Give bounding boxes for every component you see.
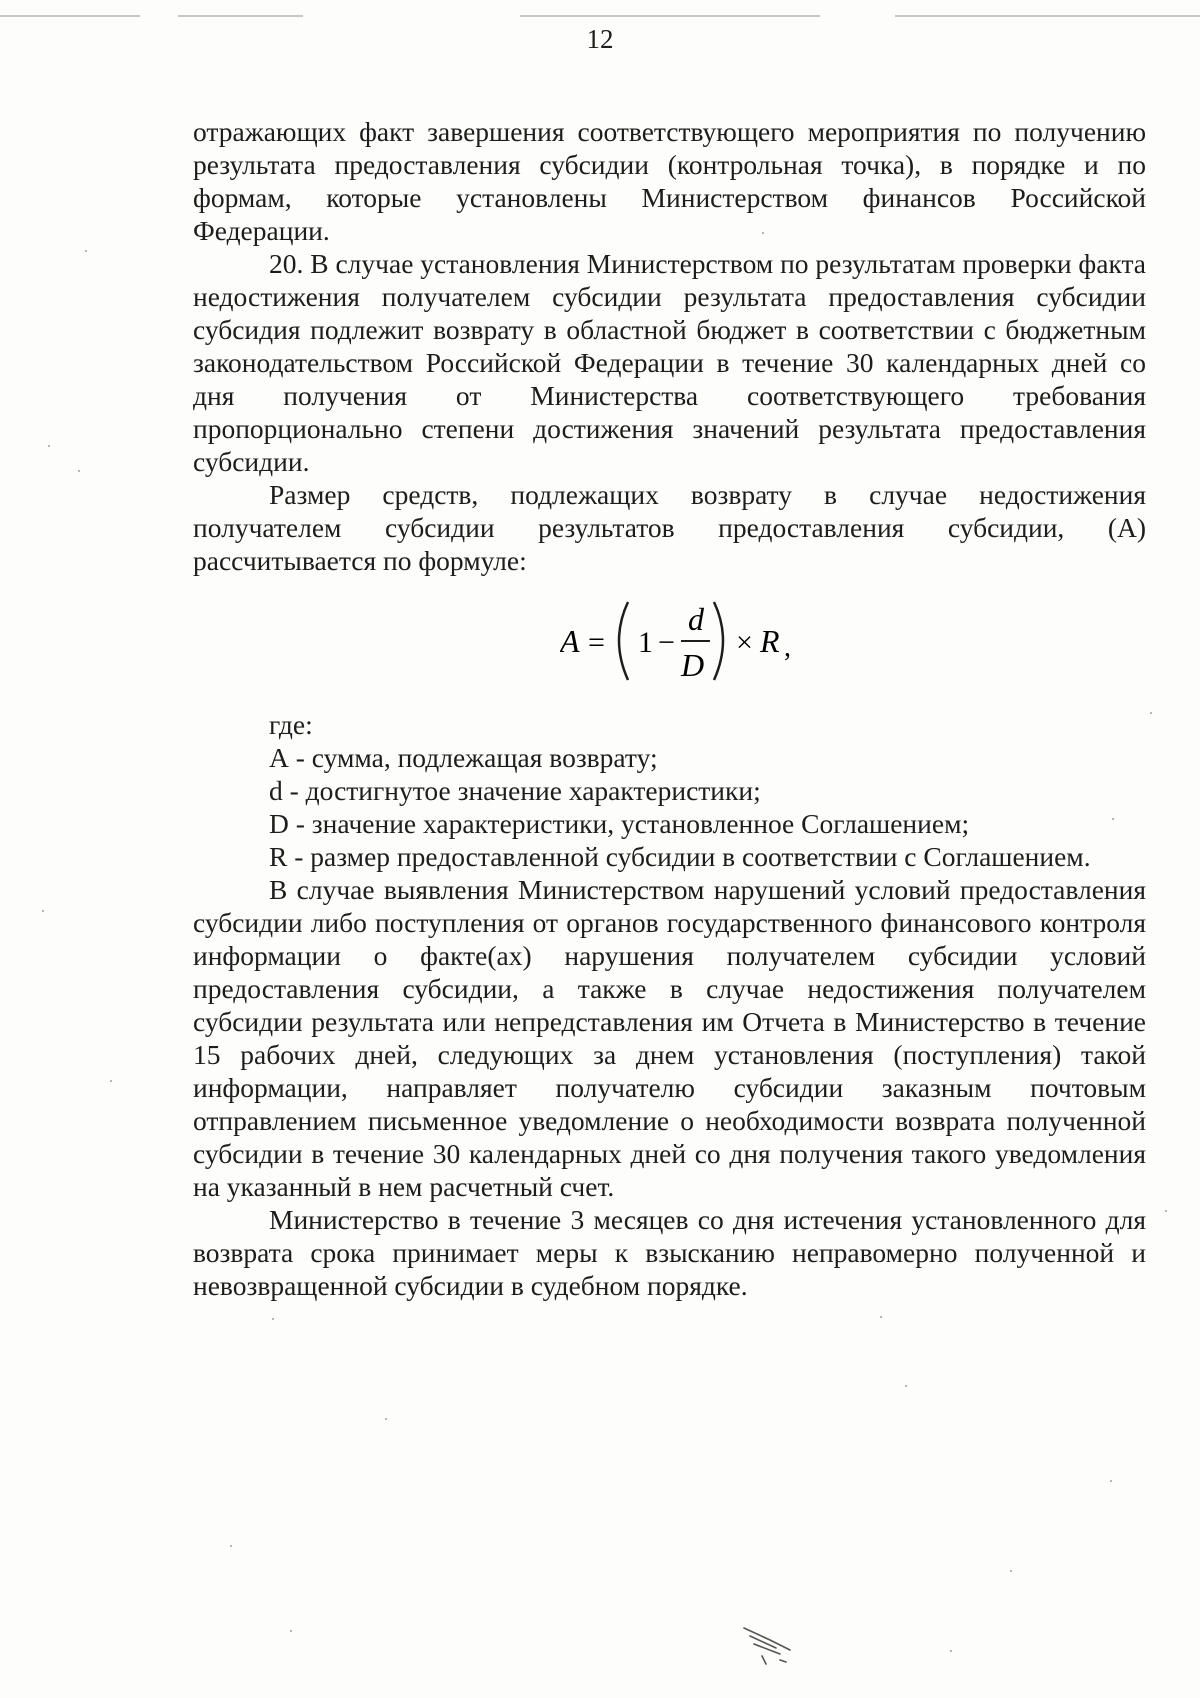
formula-lhs: A — [560, 623, 580, 659]
scan-speck — [85, 250, 87, 252]
scan-speck — [1110, 1480, 1112, 1482]
text-block-bottom — [193, 708, 1146, 1302]
refund-formula — [560, 590, 800, 690]
scan-speck — [385, 1418, 387, 1420]
scan-speck — [905, 1385, 907, 1387]
formula-rhs: R — [760, 623, 780, 659]
scan-artifact-line — [520, 15, 820, 17]
scan-artifact-line — [895, 15, 1200, 17]
paragraph-continuation: отражающих факт завершения соответствующего мероприятия по получению результата предоставления субсидии (контрольная точка), в порядке и по формам, которые установлены Министерством финансов Российской Федерации. — [193, 116, 1146, 246]
scan-artifact-line — [0, 15, 140, 17]
scan-speck — [110, 1080, 112, 1082]
formula-times: × — [736, 626, 753, 659]
text-block-top — [193, 115, 1146, 577]
formula-minus: − — [658, 626, 675, 659]
scan-speck — [42, 910, 44, 912]
scan-speck — [230, 1545, 232, 1547]
scan-speck — [950, 1650, 952, 1652]
scan-speck — [1112, 818, 1114, 820]
formula-numerator: d — [688, 601, 704, 637]
paragraph-ministry: Министерство в течение 3 месяцев со дня истечения установленного для возврата срока принимает меры к взысканию неправомерно полученной и невозвращенной субсидии в судебном порядке. — [193, 1204, 1146, 1301]
scan-speck — [78, 470, 80, 472]
formula-one: 1 — [638, 626, 653, 659]
definition-item: R - размер предоставленной субсидии в соответствии с Соглашением. — [269, 841, 1091, 872]
paragraph-20: 20. В случае установления Министерством по результатам проверки факта недостижения получателем субсидии результата предоставления субсидии субсидия подлежит возврату в областной бюджет в соответствии с бюджетным законодательством Российской Федерации в течение 30 календарных дней со дня получения от Министерства соответствующего требования пропорционально степени достижения значений результата предоставления субсидии. — [193, 248, 1146, 477]
scan-speck — [272, 1318, 274, 1320]
formula-denominator: D — [681, 647, 705, 683]
scan-speck — [1150, 712, 1152, 714]
page-number: 12 — [586, 24, 614, 54]
scan-speck — [290, 1630, 292, 1632]
formula-left-paren — [619, 602, 628, 680]
paragraph-violations: В случае выявления Министерством нарушений условий предоставления субсидии либо поступления от органов государственного финансового контроля информации о факте(ах) нарушения получателем субсидии условий предоставления субсидии, а также в случае недостижения получателем субсидии результата или непредставления им Отчета в Министерство в течение 15 рабочих дней, следующих за днем установления (поступления) такой информации, направляет получателю субсидии заказным почтовым отправлением письменное уведомление о необходимости возврата полученной субсидии в течение 30 календарных дней со дня получения такого уведомления на указанный в нем расчетный счет. — [193, 874, 1146, 1202]
handwritten-mark — [740, 1620, 800, 1670]
formula-comma: , — [784, 632, 791, 663]
formula-right-paren — [714, 602, 723, 680]
definition-item: А - сумма, подлежащая возврату; — [269, 742, 658, 773]
formula-equals: = — [588, 626, 605, 659]
paragraph-refund-size: Размер средств, подлежащих возврату в случае недостижения получателем субсидии результатов предоставления субсидии, (А) рассчитывается по формуле: — [193, 479, 1146, 576]
scan-artifact-line — [178, 15, 303, 17]
definition-item: D - значение характеристики, установленное Соглашением; — [269, 808, 970, 839]
scan-speck — [880, 1316, 882, 1318]
where-label: где: — [269, 709, 313, 740]
scan-speck — [1010, 1570, 1012, 1572]
scan-speck — [1165, 1210, 1167, 1212]
scan-speck — [48, 445, 50, 447]
definition-item: d - достигнутое значение характеристики; — [269, 775, 761, 806]
scan-speck — [762, 232, 764, 234]
